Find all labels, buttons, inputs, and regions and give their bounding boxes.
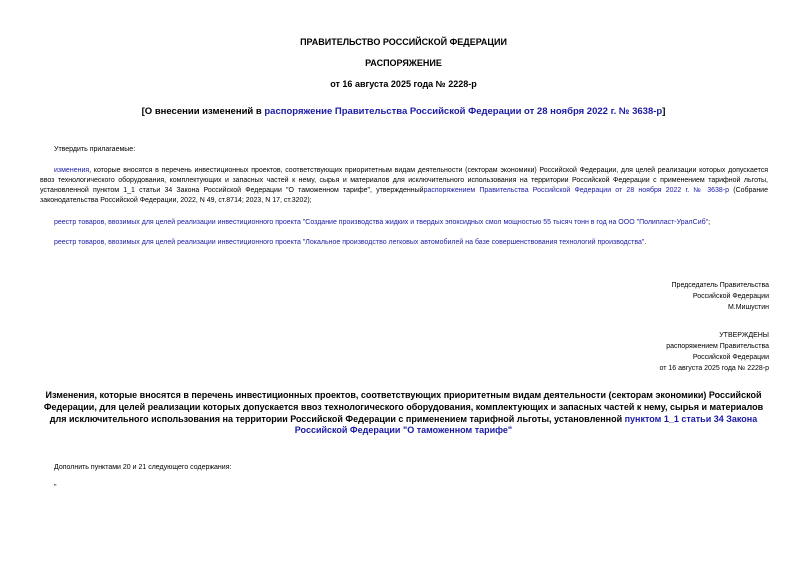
item2-link[interactable]: реестр товаров, ввозимых для целей реализации инвестиционного проекта "Создание производства жидких и твердых эпоксидных смол мощностью 55 тысяч тонн в год на ООО "Полипласт-УралСиб" xyxy=(54,219,709,226)
approve-text: Утвердить прилагаемые: xyxy=(54,146,136,153)
item1-link[interactable]: изменения xyxy=(54,167,90,174)
item2-paragraph xyxy=(40,218,768,228)
supplement-text: Дополнить пунктами 20 и 21 следующего содержания: xyxy=(54,464,232,471)
approved-by: распоряжением Правительства xyxy=(666,343,769,350)
signature-name: М.Мишустин xyxy=(727,304,769,311)
approved-label: УТВЕРЖДЕНЫ xyxy=(719,332,769,339)
section-title-link[interactable]: пунктом 1_1 статьи 34 Закона Российской Федерации "О таможенном тарифе" xyxy=(294,413,758,436)
item1-paragraph xyxy=(40,166,768,206)
item1-text2: (Собрание законодательства Российской Федерации, 2022, N 49, ст.8714; 2023, N 17, ст.3202); xyxy=(40,187,768,204)
item3-text: . xyxy=(644,239,647,246)
item3-link[interactable]: реестр товаров, ввозимых для целей реализации инвестиционного проекта "Локальное производство легковых автомобилей на базе совершенствования технологий производства" xyxy=(54,239,645,246)
section-title xyxy=(36,390,771,437)
quote-mark: " xyxy=(54,484,57,491)
document-date-number: от 16 августа 2025 года № 2228-р xyxy=(330,79,477,89)
item2-text: ; xyxy=(708,219,711,226)
signature-block xyxy=(529,280,769,313)
document-type: РАСПОРЯЖЕНИЕ xyxy=(365,58,442,68)
approved-date: от 16 августа 2025 года № 2228-р xyxy=(659,365,769,372)
signature-country: Российской Федерации xyxy=(692,293,769,300)
approved-country: Российской Федерации xyxy=(692,354,769,361)
title-prefix: [О внесении изменений в xyxy=(141,106,265,117)
government-header: ПРАВИТЕЛЬСТВО РОССИЙСКОЙ ФЕДЕРАЦИИ xyxy=(300,37,507,47)
item3-paragraph xyxy=(40,238,768,248)
title-link[interactable]: распоряжение Правительства Российской Федерации от 28 ноября 2022 г. № 3638-р xyxy=(264,106,663,117)
title-suffix: ] xyxy=(662,106,666,117)
approved-block xyxy=(529,330,769,374)
item1-text1: , которые вносятся в перечень инвестиционных проектов, соответствующих приоритетным видам деятельности (секторам экономики) Российской Федерации, для целей реализации которых допускается ввоз технологического оборудования, комплектующих и запасных частей к нему, сырья и материалов для исключительного использования на территории Российской Федерации с применением тарифной льготы, установленной пунктом 1_1 статьи 34 Закона Российской Федерации "О таможенном тарифе", утвержденный xyxy=(40,167,768,194)
section-title-text: Изменения, которые вносятся в перечень инвестиционных проектов, соответствующих приоритетным видам деятельности (секторам экономики) Российской Федерации, для целей реализации которых допускается ввоз технологического оборудования, комплектующих и запасных частей к нему, сырья и материалов для исключительного использования на территории Российской Федерации с применением тарифной льготы, установленной xyxy=(43,390,764,424)
signature-position: Председатель Правительства xyxy=(671,282,769,289)
item1-resolution-link[interactable]: распоряжением Правительства Российской Федерации от 28 ноября 2022 г. № 3638-р xyxy=(423,187,730,194)
document-title xyxy=(0,106,807,117)
